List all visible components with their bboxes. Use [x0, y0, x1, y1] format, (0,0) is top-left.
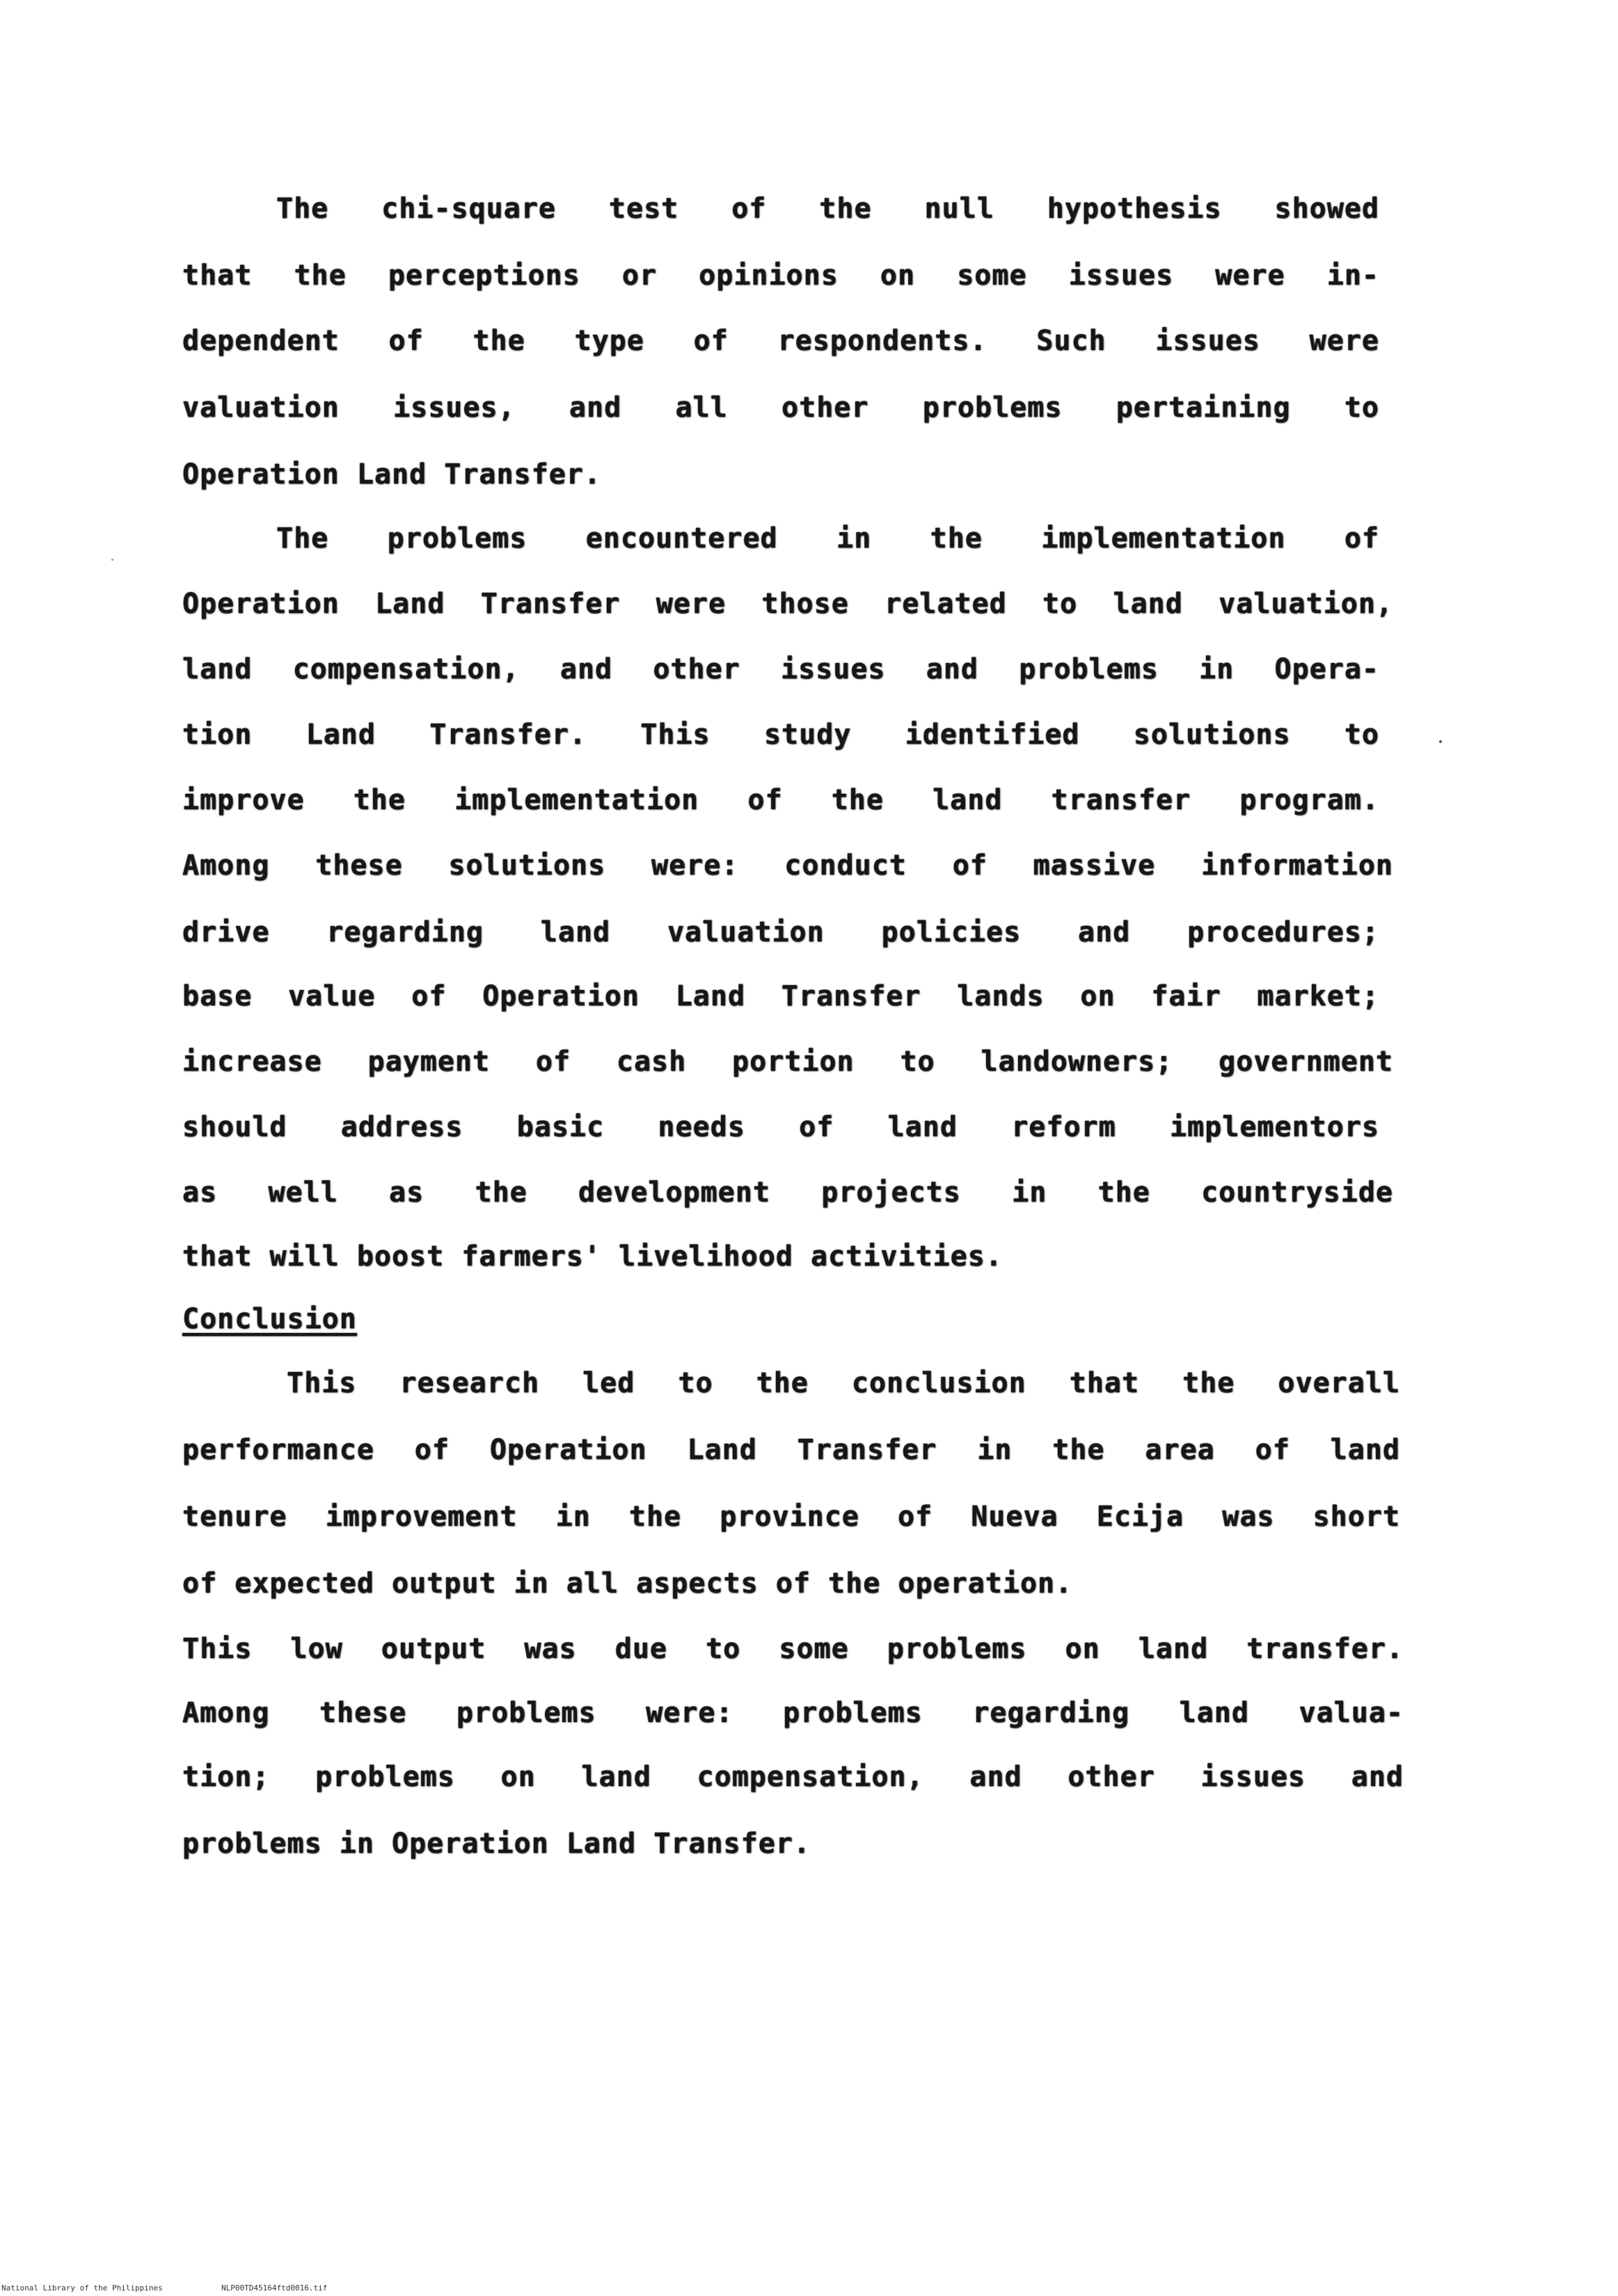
- scan-speck: [111, 559, 113, 561]
- paragraph-2-line: should address basic needs of land reform implementors: [182, 1111, 1379, 1143]
- paragraph-2-line: drive regarding land valuation policies and procedures;: [182, 916, 1379, 948]
- scan-speck: [1439, 740, 1442, 743]
- paragraph-3-line: of expected output in all aspects of the operation.: [182, 1568, 1073, 1600]
- paragraph-2-line: The problems encountered in the implementation of: [276, 523, 1379, 555]
- paragraph-2-line: improve the implementation of the land transfer program.: [182, 784, 1379, 816]
- paragraph-3-line: problems in Operation Land Transfer.: [182, 1828, 811, 1860]
- paragraph-2-line: base value of Operation Land Transfer lands on fair market;: [182, 980, 1379, 1012]
- footer-library: National Library of the Philippines: [1, 2283, 163, 2293]
- paragraph-2-line: land compensation, and other issues and problems in Opera-: [182, 653, 1379, 685]
- paragraph-3-line: This research led to the conclusion that the overall: [287, 1367, 1400, 1399]
- paragraph-1-line: Operation Land Transfer.: [182, 459, 601, 491]
- section-heading: Conclusion: [182, 1303, 357, 1335]
- paragraph-2-line: increase payment of cash portion to landowners; government: [182, 1046, 1393, 1078]
- paragraph-2-line: Among these solutions were: conduct of massive information: [182, 850, 1393, 882]
- paragraph-3-line: performance of Operation Land Transfer in the area of land: [182, 1434, 1400, 1466]
- paragraph-3-line: Among these problems were: problems regarding land valua-: [182, 1697, 1404, 1729]
- paragraph-1-line: valuation issues, and all other problems pertaining to: [182, 392, 1379, 424]
- paragraph-2-line: that will boost farmers' livelihood activities.: [182, 1241, 1003, 1273]
- paragraph-3-line: tenure improvement in the province of Nueva Ecija was short: [182, 1501, 1400, 1533]
- paragraph-3-line: tion; problems on land compensation, and other issues and: [182, 1761, 1404, 1793]
- paragraph-3-line: This low output was due to some problems on land transfer.: [182, 1633, 1404, 1665]
- footer-filename: NLP00TD45164ftd0016.tif: [221, 2283, 328, 2293]
- paragraph-2-line: tion Land Transfer. This study identified solutions to: [182, 719, 1379, 751]
- paragraph-1-line: dependent of the type of respondents. Such issues were: [182, 325, 1379, 357]
- paragraph-1-line: The chi-square test of the null hypothesis showed: [276, 193, 1379, 225]
- paragraph-1-line: that the perceptions or opinions on some issues were in-: [182, 260, 1379, 292]
- paragraph-2-line: as well as the development projects in the countryside: [182, 1177, 1393, 1209]
- paragraph-2-line: Operation Land Transfer were those related to land valuation,: [182, 588, 1393, 620]
